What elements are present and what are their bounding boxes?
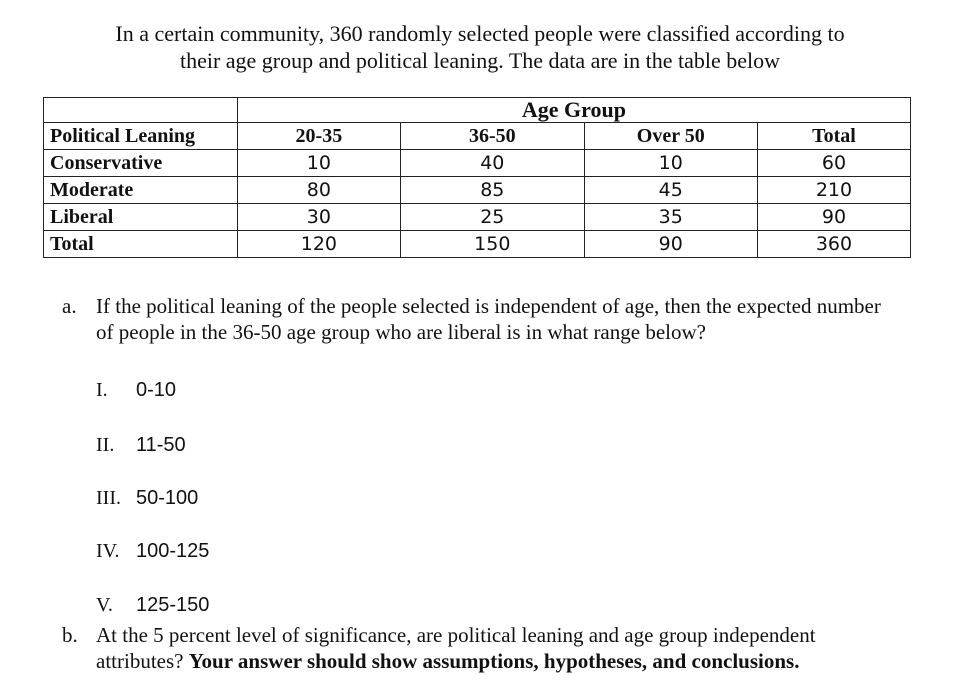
table-row — [44, 150, 911, 177]
table-group-header-row — [44, 98, 911, 123]
choice-numeral: I. — [96, 379, 108, 401]
row-label: Conservative — [44, 150, 238, 177]
choice-numeral: V. — [96, 594, 113, 616]
table-cell: 10 — [237, 150, 400, 177]
table-cell: 60 — [757, 150, 910, 177]
table-cell: 150 — [400, 231, 584, 258]
column-header: Political Leaning — [44, 123, 238, 150]
choice-item — [96, 434, 186, 457]
choice-range: 125-150 — [136, 594, 210, 616]
table-cell: 85 — [400, 177, 584, 204]
choice-numeral: II. — [96, 434, 115, 456]
choice-range: 50-100 — [136, 487, 199, 509]
row-label: Moderate — [44, 177, 238, 204]
table-cell: 360 — [757, 231, 910, 258]
question-b-body — [96, 622, 892, 674]
table-cell: 45 — [584, 177, 757, 204]
table-cell: 10 — [584, 150, 757, 177]
question-a-label: a. — [62, 294, 77, 318]
table-corner-cell — [44, 98, 238, 123]
row-label: Total — [44, 231, 238, 258]
question-a-text: If the political leaning of the people selected is independent of age, then the expected number of people in the 36-50 age group who are liberal is in what range below? — [96, 294, 881, 344]
choice-item — [96, 379, 176, 402]
table-row-total — [44, 231, 911, 258]
table-cell: 35 — [584, 204, 757, 231]
intro-paragraph: In a certain community, 360 randomly selected people were classified according to their age group and political leaning. The data are in the table below — [115, 21, 845, 73]
question-a — [62, 293, 892, 345]
choice-range: 11-50 — [136, 434, 186, 456]
question-b-label: b. — [62, 623, 78, 647]
question-b-emphasis: Your answer should show assumptions, hypotheses, and conclusions. — [188, 649, 800, 673]
choice-item — [96, 540, 209, 563]
age-group-header: Age Group — [237, 98, 910, 123]
choice-range: 100-125 — [136, 540, 210, 562]
choice-item — [96, 487, 198, 510]
choice-range: 0-10 — [136, 379, 177, 401]
column-header: Over 50 — [584, 123, 757, 150]
row-label: Liberal — [44, 204, 238, 231]
contingency-table — [43, 97, 911, 258]
table-cell: 210 — [757, 177, 910, 204]
table-cell: 120 — [237, 231, 400, 258]
table-cell: 80 — [237, 177, 400, 204]
table-cell: 40 — [400, 150, 584, 177]
choice-numeral: IV. — [96, 540, 120, 562]
choice-item — [96, 594, 209, 617]
column-header: 36-50 — [400, 123, 584, 150]
choice-numeral: III. — [96, 487, 121, 509]
question-b — [62, 622, 892, 674]
column-header: 20-35 — [237, 123, 400, 150]
column-header: Total — [757, 123, 910, 150]
table-column-header-row — [44, 123, 911, 150]
table-cell: 25 — [400, 204, 584, 231]
table-row — [44, 204, 911, 231]
table-cell: 30 — [237, 204, 400, 231]
table-cell: 90 — [584, 231, 757, 258]
table-row — [44, 177, 911, 204]
question-b-text: At the 5 percent level of significance, are political leaning and age group independent attributes? — [96, 623, 816, 673]
table-cell: 90 — [757, 204, 910, 231]
